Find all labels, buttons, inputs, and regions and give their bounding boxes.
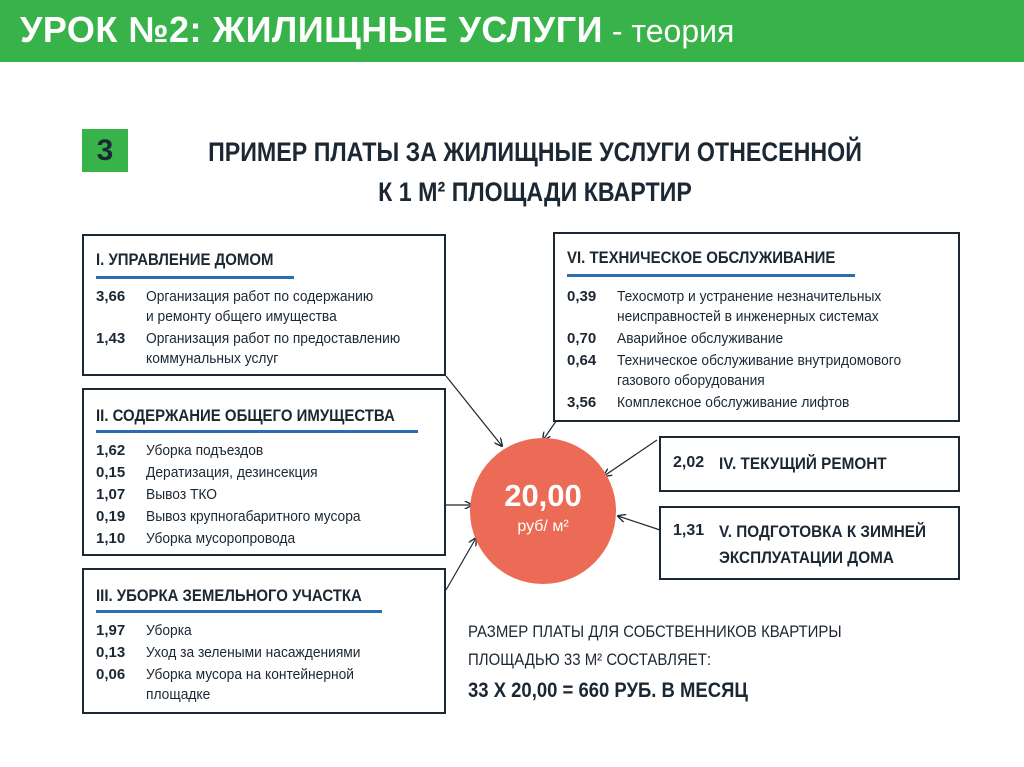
summary-line1: РАЗМЕР ПЛАТЫ ДЛЯ СОБСТВЕННИКОВ КВАРТИРЫ bbox=[468, 622, 842, 641]
item-value: 0,19 bbox=[96, 508, 126, 525]
title-underline bbox=[96, 610, 382, 613]
total-rate-unit: руб/ м² bbox=[517, 518, 569, 535]
section-number-badge: 3 bbox=[82, 129, 128, 172]
arrow-box5 bbox=[618, 516, 660, 530]
banner-main-text: УРОК №2: ЖИЛИЩНЫЕ УСЛУГИ bbox=[20, 9, 603, 50]
banner-subtitle: - теория bbox=[602, 13, 735, 49]
arrow-box4 bbox=[604, 440, 657, 476]
item-value: 0,15 bbox=[96, 464, 126, 481]
box-common-property bbox=[82, 388, 446, 556]
summary-result: 33 Х 20,00 = 660 РУБ. В МЕСЯЦ bbox=[468, 679, 748, 702]
payment-summary bbox=[468, 618, 928, 708]
item-description: и ремонту общего имущества bbox=[146, 308, 337, 325]
item-description: Дератизация, дезинсекция bbox=[146, 464, 318, 481]
total-rate-value: 20,00 bbox=[504, 478, 582, 513]
item-value: 1,10 bbox=[96, 530, 126, 547]
item-description: неисправностей в инженерных системах bbox=[617, 308, 879, 325]
box-land-cleaning bbox=[82, 568, 446, 714]
item-value: 2,02 bbox=[673, 454, 705, 471]
section-heading-line2: К 1 М² ПЛОЩАДИ КВАРТИР bbox=[378, 177, 692, 207]
arrow-box1 bbox=[446, 376, 502, 446]
title-underline bbox=[96, 276, 294, 279]
item-value: 3,66 bbox=[96, 288, 126, 305]
item-description: Организация работ по предоставлению bbox=[146, 330, 401, 347]
item-description: Техническое обслуживание внутридомового bbox=[617, 352, 902, 369]
item-description: Аварийное обслуживание bbox=[617, 330, 784, 347]
box-technical-service-title: VI. ТЕХНИЧЕСКОЕ ОБСЛУЖИВАНИЕ bbox=[567, 248, 836, 267]
item-value: 0,64 bbox=[567, 352, 597, 369]
box-current-repair bbox=[659, 436, 960, 492]
item-value: 0,06 bbox=[96, 666, 126, 683]
title-underline bbox=[96, 430, 418, 433]
item-description: газового оборудования bbox=[617, 372, 765, 389]
item-description: Вывоз крупногабаритного мусора bbox=[146, 508, 361, 525]
item-value: 3,56 bbox=[567, 394, 597, 411]
item-description: Уборка мусора на контейнерной bbox=[146, 666, 355, 683]
box-current-repair-title: IV. ТЕКУЩИЙ РЕМОНТ bbox=[719, 454, 887, 473]
item-description: Уход за зелеными насаждениями bbox=[146, 644, 361, 661]
item-value: 1,43 bbox=[96, 330, 126, 347]
box-management bbox=[82, 234, 446, 376]
item-description: Техосмотр и устранение незначительных bbox=[617, 288, 882, 305]
section-heading-line1: ПРИМЕР ПЛАТЫ ЗА ЖИЛИЩНЫЕ УСЛУГИ ОТНЕСЕННОЙ bbox=[208, 137, 862, 167]
item-value: 1,31 bbox=[673, 522, 705, 539]
title-underline bbox=[567, 274, 855, 277]
item-value: 1,97 bbox=[96, 622, 126, 639]
item-description: Уборка мусоропровода bbox=[146, 530, 296, 547]
box-management-title: I. УПРАВЛЕНИЕ ДОМОМ bbox=[96, 250, 274, 269]
box-winter-preparation-title-line1: V. ПОДГОТОВКА К ЗИМНЕЙ bbox=[719, 522, 926, 541]
item-description: Организация работ по содержанию bbox=[146, 288, 374, 305]
item-description: коммунальных услуг bbox=[146, 350, 279, 367]
item-description: Уборка подъездов bbox=[146, 442, 264, 459]
item-value: 0,13 bbox=[96, 644, 126, 661]
item-description: Комплексное обслуживание лифтов bbox=[617, 394, 850, 411]
arrow-box3 bbox=[446, 538, 476, 590]
total-rate-circle bbox=[470, 438, 616, 584]
item-description: площадке bbox=[146, 686, 211, 703]
summary-line2: ПЛОЩАДЬЮ 33 М² СОСТАВЛЯЕТ: bbox=[468, 650, 712, 669]
item-description: Вывоз ТКО bbox=[146, 486, 218, 503]
item-value: 0,39 bbox=[567, 288, 597, 305]
box-technical-service bbox=[553, 232, 960, 422]
item-description: Уборка bbox=[146, 622, 192, 639]
box-winter-preparation-title-line2: ЭКСПЛУАТАЦИИ ДОМА bbox=[719, 548, 894, 567]
item-value: 1,62 bbox=[96, 442, 126, 459]
item-value: 1,07 bbox=[96, 486, 126, 503]
box-winter-preparation bbox=[659, 506, 960, 580]
item-value: 0,70 bbox=[567, 330, 597, 347]
box-land-cleaning-title: III. УБОРКА ЗЕМЕЛЬНОГО УЧАСТКА bbox=[96, 586, 362, 605]
box-common-property-title: II. СОДЕРЖАНИЕ ОБЩЕГО ИМУЩЕСТВА bbox=[96, 406, 395, 425]
